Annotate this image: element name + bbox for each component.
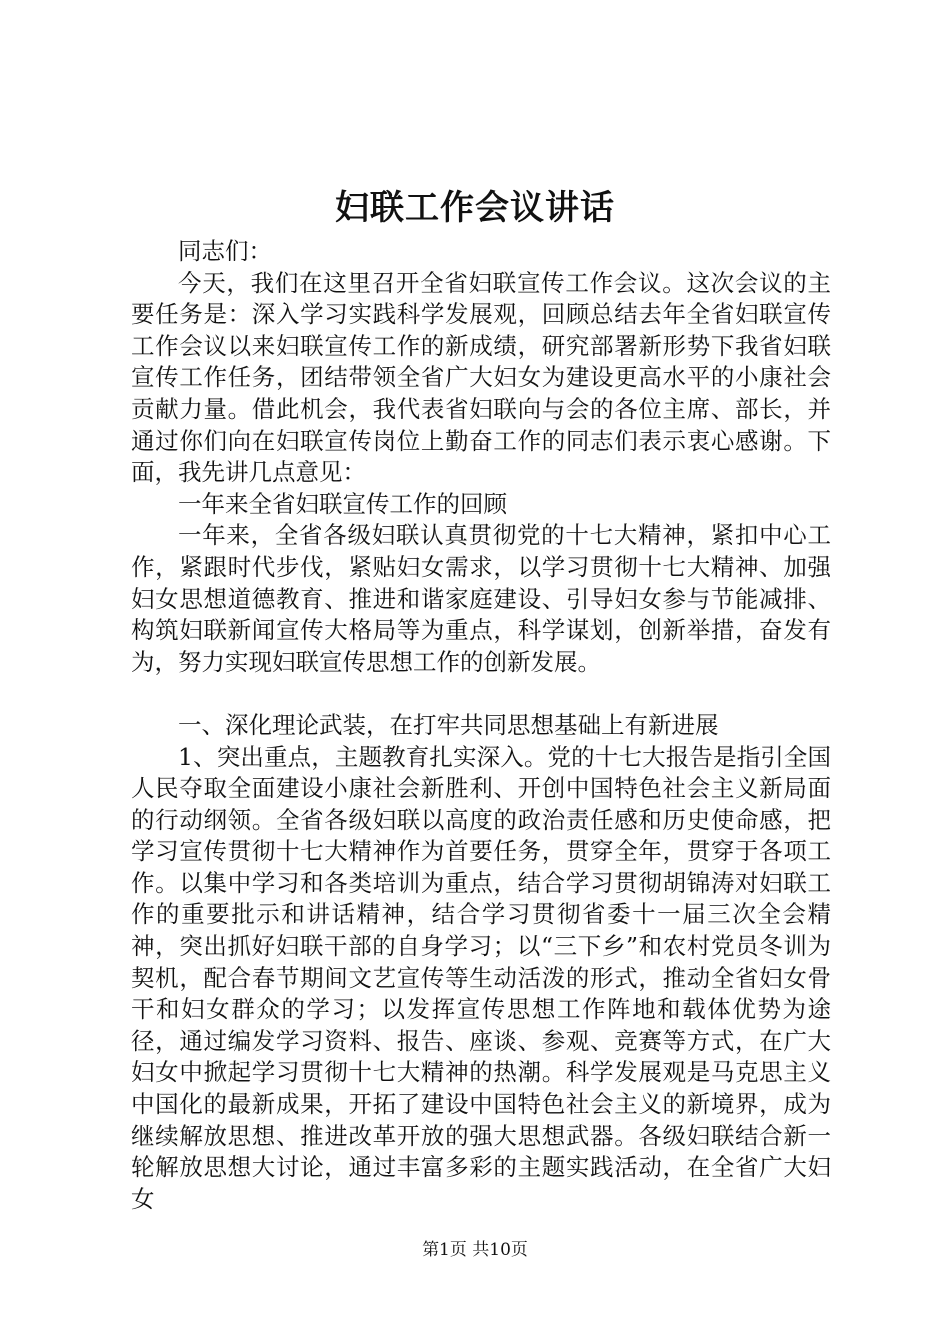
body-paragraph: 1、突出重点，主题教育扎实深入。党的十七大报告是指引全国人民夺取全面建设小康社会新胜利、开创中国特色社会主义新局面的行动纲领。全省各级妇联以高度的政治责任感和历史使命感，把学习宣传贯彻十七大精神作为首要任务，贯穿全年，贯穿于各项工作。以集中学习和各类培训为重点，结合学习贯彻胡锦涛对妇联工作的重要批示和讲话精神，结合学习贯彻省委十一届三次全会精神，突出抓好妇联干部的自身学习；以“三下乡”和农村党员冬训为契机，配合春节期间文艺宣传等生动活泼的形式，推动全省妇女骨干和妇女群众的学习；以发挥宣传思想工作阵地和载体优势为途径，通过编发学习资料、报告、座谈、参观、竞赛等方式，在广大妇女中掀起学习贯彻十七大精神的热潮。科学发展观是马克思主义中国化的最新成果，开拓了建设中国特色社会主义的新境界，成为继续解放思想、推进改革开放的强大思想武器。各级妇联结合新一轮解放思想大讨论，通过丰富多彩的主题实践活动，在全省广大妇女 <box>131 742 831 1213</box>
document-title: 妇联工作会议讲话 <box>335 188 615 228</box>
salutation: 同志们： <box>178 237 272 265</box>
body-paragraph: 一年来，全省各级妇联认真贯彻党的十七大精神，紧扣中心工作，紧跟时代步伐，紧贴妇女需求，以学习贯彻十七大精神、加强妇女思想道德教育、推进和谐家庭建设、引导妇女参与节能减排、构筑妇联新闻宣传大格局等为重点，科学谋划，创新举措，奋发有为，努力实现妇联宣传思想工作的创新发展。 <box>131 521 831 676</box>
section-heading: 一、深化理论武装，在打牢共同思想基础上有新进展 <box>178 710 719 739</box>
section-heading: 一年来全省妇联宣传工作的回顾 <box>178 489 507 518</box>
body-paragraph: 今天，我们在这里召开全省妇联宣传工作会议。这次会议的主要任务是：深入学习实践科学发展观，回顾总结去年全省妇联宣传工作会议以来妇联宣传工作的新成绩，研究部署新形势下我省妇联宣传工作任务，团结带领全省广大妇女为建设更高水平的小康社会贡献力量。借此机会，我代表省妇联向与会的各位主席、部长，并通过你们向在妇联宣传岗位上勤奋工作的同志们表示衷心感谢。下面，我先讲几点意见： <box>131 268 831 487</box>
document-body <box>131 236 831 1215</box>
page-footer: 第1页 共10页 <box>422 1240 528 1260</box>
